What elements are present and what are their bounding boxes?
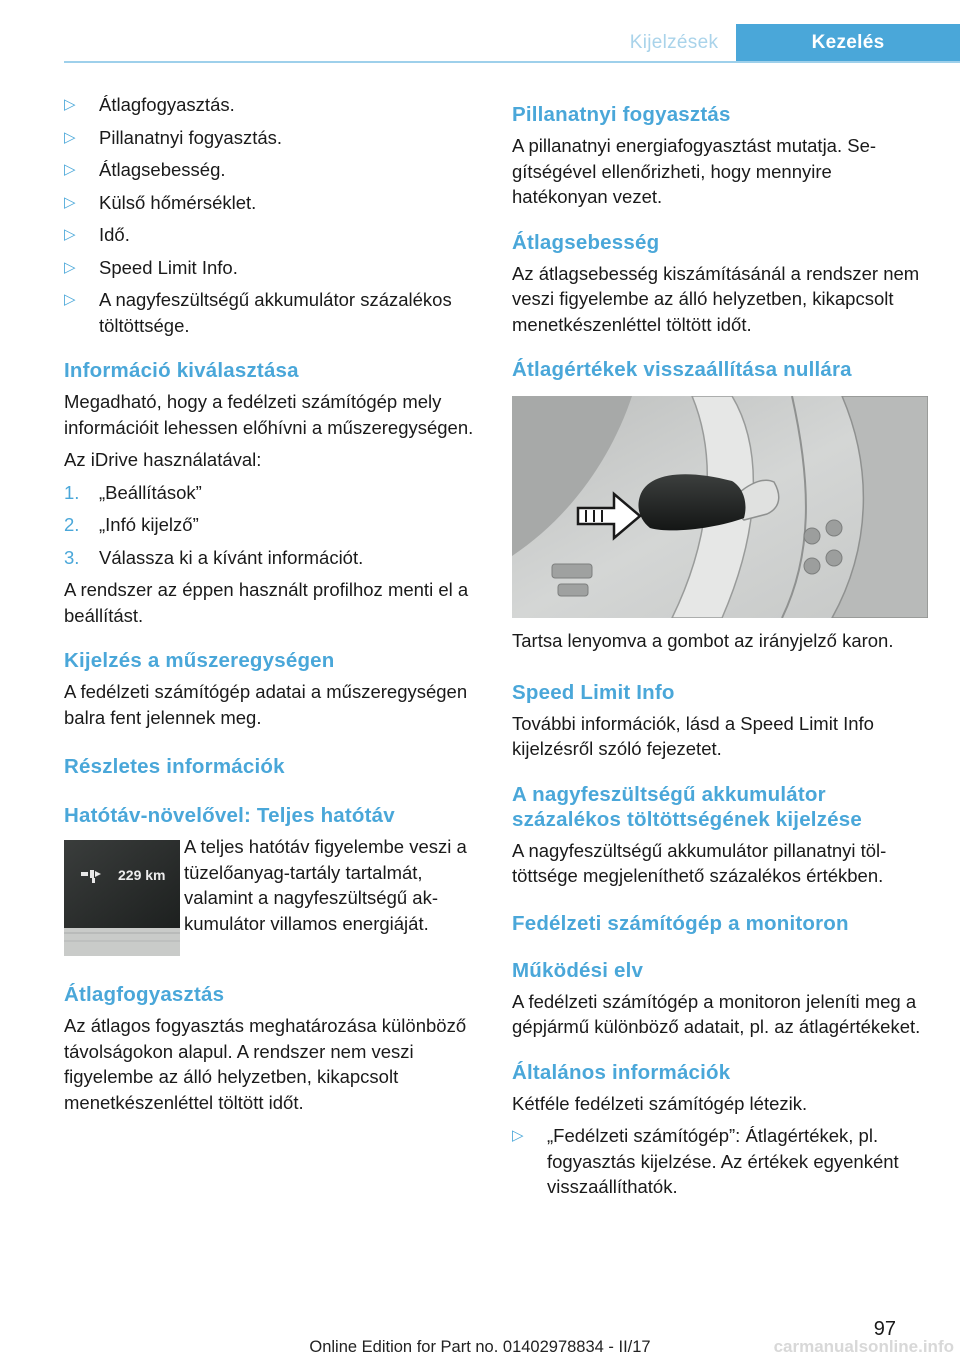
reset-heading: Átlagértékek visszaállítása nullára bbox=[512, 358, 852, 381]
avg-speed-text: Az átlagsebesség kiszámításánál a rendszer nem veszi figyelembe az álló helyzetben, kikapcsolt menetkészenléttel töltött időt. bbox=[512, 262, 920, 335]
reset-caption: Tartsa lenyomva a gombot az irányjelző karon. bbox=[512, 630, 894, 651]
triangle-bullet-icon: ▷ bbox=[64, 161, 76, 178]
watermark: carmanualsonline.info bbox=[773, 1337, 954, 1356]
step-number: 1. bbox=[64, 481, 80, 503]
list-item: ▷ Idő. bbox=[64, 222, 480, 248]
monitor-heading: Fedélzeti számítógép a monitoron bbox=[512, 911, 849, 935]
triangle-bullet-icon: ▷ bbox=[64, 226, 76, 243]
step-item: 1. „Beállítások” bbox=[64, 480, 480, 506]
header-rule bbox=[64, 61, 960, 63]
step-number: 3. bbox=[64, 546, 80, 568]
info-select-heading: Információ kiválasztása bbox=[64, 359, 299, 382]
tab-kezeles: Kezelés bbox=[736, 24, 960, 61]
idrive-text: Az iDrive használatával: bbox=[64, 449, 262, 470]
list-item: ▷ Speed Limit Info. bbox=[64, 255, 480, 281]
instant-heading: Pillanatnyi fogyasztás bbox=[512, 103, 731, 126]
battery-text: A nagyfeszültségű akkumulátor pillanatnyi töltöttsége megjeleníthető százalékos értékben. bbox=[512, 839, 887, 886]
header-tabs bbox=[612, 24, 960, 61]
cluster-heading: Kijelzés a műszeregységen bbox=[64, 649, 335, 672]
general-heading: Általános információk bbox=[512, 1060, 731, 1084]
battery-heading: A nagyfeszültségű akkumulátor százalékos töltöttségének kijelzése bbox=[512, 782, 862, 831]
cluster-text: A fedélzeti számítógép adatai a műszeregységen balra fent jelennek meg. bbox=[64, 681, 468, 728]
details-heading: Részletes információk bbox=[64, 755, 285, 778]
display-items-list bbox=[64, 92, 480, 338]
list-item: ▷ Átlagsebesség. bbox=[64, 157, 480, 183]
triangle-bullet-icon: ▷ bbox=[64, 291, 76, 308]
footer-edition: Online Edition for Part no. 01402978834 - II/17 bbox=[309, 1338, 651, 1356]
avg-consumption-text: Az átlagos fogyasztás meghatározása különböző távolságokon alapul. A rendszer nem veszi figyelembe az álló helyzetben, kikapcsolt menetkészenléttel töltött időt. bbox=[64, 1015, 467, 1113]
range-block bbox=[64, 834, 480, 958]
range-value: 229 km bbox=[118, 867, 166, 883]
triangle-bullet-icon: ▷ bbox=[64, 258, 76, 276]
page-number: 97 bbox=[873, 1318, 896, 1340]
left-column bbox=[64, 92, 480, 1122]
principle-heading: Működési elv bbox=[512, 958, 644, 982]
range-heading: Hatótáv-növelővel: Teljes hatótáv bbox=[64, 804, 395, 827]
speed-limit-heading: Speed Limit Info bbox=[512, 680, 675, 704]
tab-kijelzesek: Kijelzések bbox=[629, 32, 719, 53]
step-item: 3. Válassza ki a kívánt információt. bbox=[64, 545, 480, 571]
list-item: ▷ Átlagfogyasztás. bbox=[64, 92, 480, 118]
principle-text: A fedélzeti számítógép a monitoron jeleníti meg a gépjármű különböző adatait, pl. az átlagértékeket. bbox=[512, 990, 921, 1037]
info-select-text: Megadható, hogy a fedélzeti számítógép mely információit lehessen előhívni a műszeregységen. bbox=[64, 391, 474, 438]
range-display-image bbox=[64, 840, 180, 956]
triangle-bullet-icon: ▷ bbox=[512, 1127, 524, 1144]
triangle-bullet-icon: ▷ bbox=[64, 128, 76, 146]
computer-types-list bbox=[512, 1123, 928, 1200]
turn-signal-lever-image bbox=[512, 396, 928, 618]
right-column bbox=[512, 92, 928, 1207]
list-item: ▷ Pillanatnyi fogyasztás. bbox=[64, 125, 480, 151]
step-number: 2. bbox=[64, 514, 80, 535]
triangle-bullet-icon: ▷ bbox=[64, 96, 76, 113]
step-item: 2. „Infó kijelző” bbox=[64, 512, 480, 538]
steps-list bbox=[64, 480, 480, 571]
avg-speed-heading: Átlagsebesség bbox=[512, 230, 660, 254]
range-text: A teljes hatótáv figyelembe veszi a tüzelőanyag-tartály tartalmát, valamint a nagyfeszültségű akkumulátor villamos energiáját. bbox=[184, 836, 467, 934]
instant-text: A pillanatnyi energiafogyasztást mutatja. Segítségével ellenőrizheti, hogy mennyire hatékonyan vezet. bbox=[512, 135, 877, 207]
triangle-bullet-icon: ▷ bbox=[64, 193, 76, 211]
list-item: ▷ „Fedélzeti számítógép”: Átlagértékek, pl. fogyasztás kijelzése. Az értékek egyenként visszaállíthatók. bbox=[512, 1125, 899, 1197]
list-item: ▷ A nagyfeszültségű akkumulátor százalékos töltöttsége. bbox=[64, 289, 452, 336]
profile-note: A rendszer az éppen használt profilhoz menti el a beállítást. bbox=[64, 579, 469, 626]
general-text: Kétféle fedélzeti számítógép létezik. bbox=[512, 1092, 808, 1114]
speed-limit-text: További információk, lásd a Speed Limit Info kijelzésről szóló fejezetet. bbox=[512, 712, 874, 759]
avg-consumption-heading: Átlagfogyasztás bbox=[64, 983, 225, 1006]
list-item: ▷ Külső hőmérséklet. bbox=[64, 190, 480, 216]
